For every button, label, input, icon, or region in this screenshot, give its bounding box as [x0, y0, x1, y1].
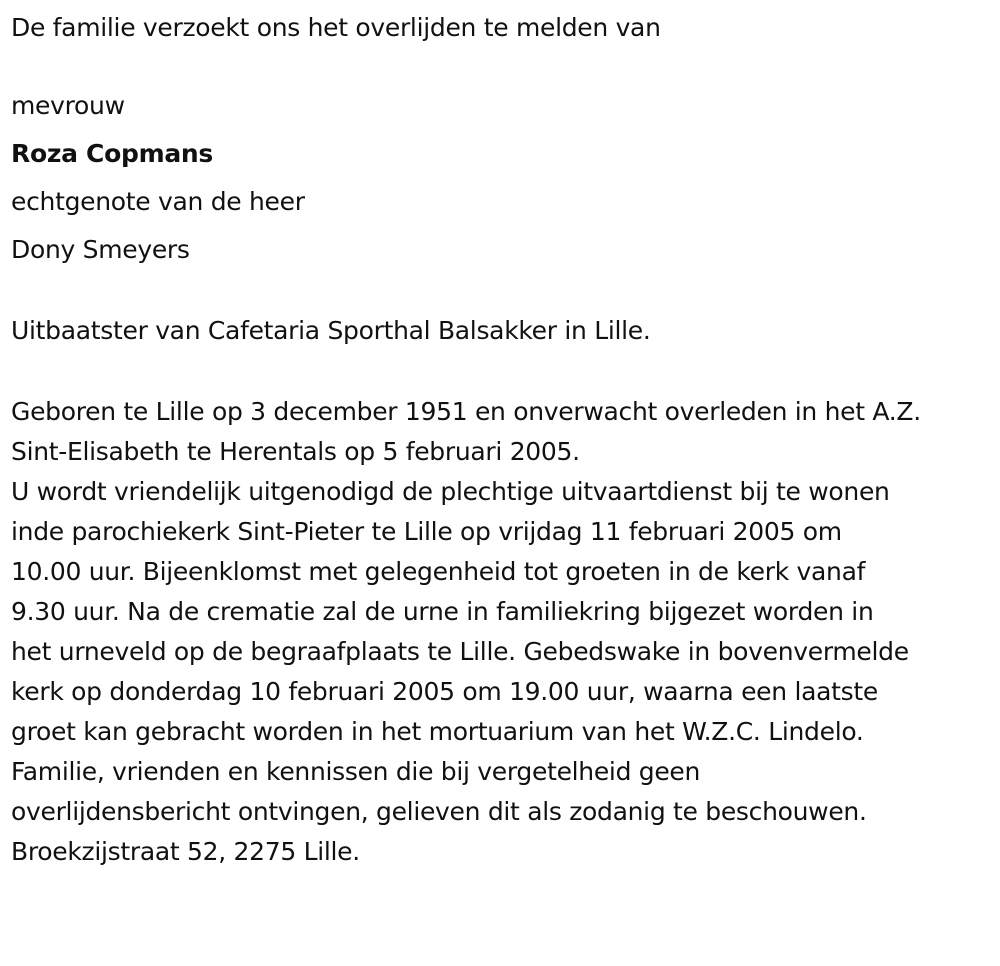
paragraph-line: groet kan gebracht worden in het mortuarium van het W.Z.C. Lindelo. [11, 717, 864, 746]
funeral-paragraph [11, 472, 996, 832]
paragraph-line: U wordt vriendelijk uitgenodigd de plechtige uitvaartdienst bij te wonen [11, 477, 890, 506]
paragraph-line: kerk op donderdag 10 februari 2005 om 19.00 uur, waarna een laatste [11, 677, 878, 706]
birth-death-paragraph [11, 392, 996, 472]
death-notice [11, 8, 996, 872]
intro-text: De familie verzoekt ons het overlijden te melden van [11, 13, 661, 42]
paragraph-line: 9.30 uur. Na de crematie zal de urne in familiekring bijgezet worden in [11, 597, 874, 626]
deceased-name: Roza Copmans [11, 139, 213, 168]
paragraph-line: inde parochiekerk Sint-Pieter te Lille op vrijdag 11 februari 2005 om [11, 517, 842, 546]
honorific: mevrouw [11, 91, 125, 120]
paragraph-line: overlijdensbericht ontvingen, gelieven dit als zodanig te beschouwen. [11, 797, 867, 826]
paragraph-line: het urneveld op de begraafplaats te Lille. Gebedswake in bovenvermelde [11, 637, 909, 666]
paragraph-line: Familie, vrienden en kennissen die bij vergetelheid geen [11, 757, 701, 786]
relation-text: echtgenote van de heer [11, 187, 305, 216]
spouse-name: Dony Smeyers [11, 235, 190, 264]
paragraph-line: Geboren te Lille op 3 december 1951 en onverwacht overleden in het A.Z. [11, 397, 921, 426]
paragraph-line: 10.00 uur. Bijeenklomst met gelegenheid tot groeten in de kerk vanaf [11, 557, 866, 586]
paragraph-line: Sint-Elisabeth te Herentals op 5 februari 2005. [11, 437, 580, 466]
occupation-text: Uitbaatster van Cafetaria Sporthal Balsakker in Lille. [11, 316, 651, 345]
address-text: Broekzijstraat 52, 2275 Lille. [11, 837, 360, 866]
